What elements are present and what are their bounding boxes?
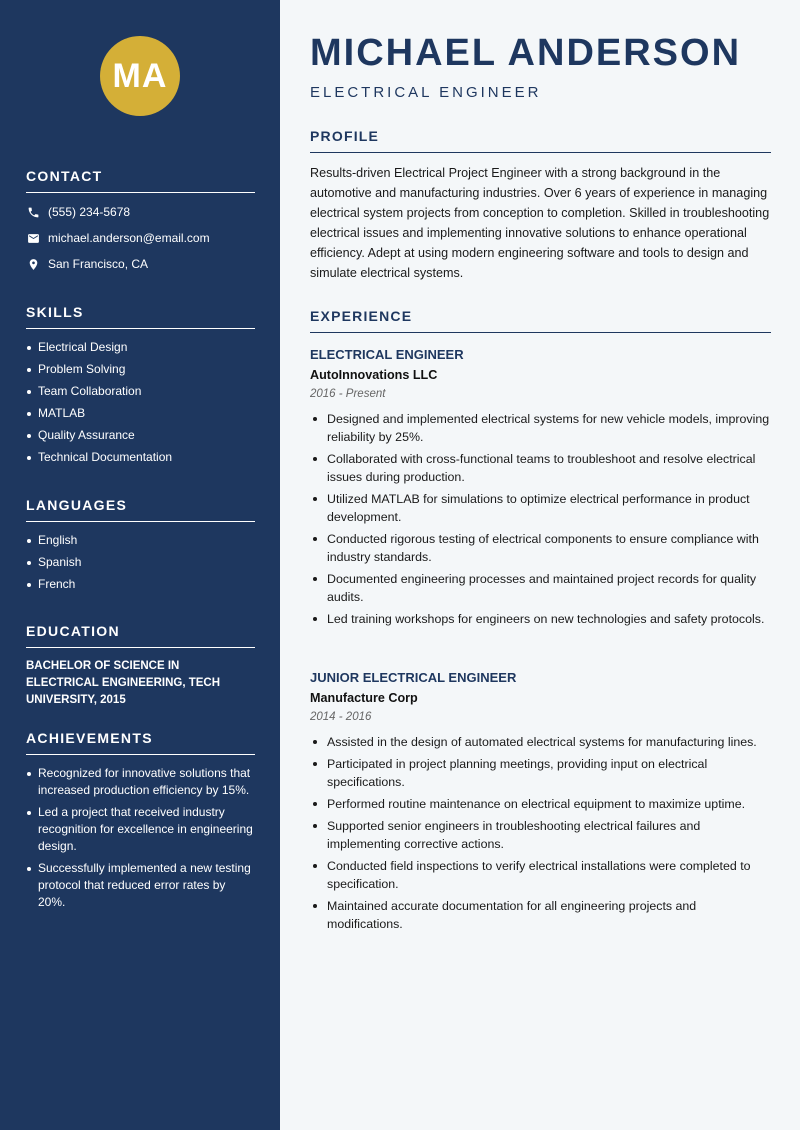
contact-section [26,168,255,277]
job-bullet: Conducted field inspections to verify electrical installations were completed to specification. [310,857,771,893]
contact-phone-text: (555) 234-5678 [48,205,131,219]
education-section [26,623,255,709]
achievements-heading: ACHIEVEMENTS [26,730,255,755]
education-heading: EDUCATION [26,623,255,648]
skill-item: Quality Assurance [26,427,255,444]
avatar: MA [100,36,180,116]
job-bullet: Documented engineering processes and maintained project records for quality audits. [310,570,771,606]
contact-phone[interactable] [26,199,255,225]
location-pin-icon [26,257,40,271]
job-bullet: Conducted rigorous testing of electrical components to ensure compliance with industry standards. [310,530,771,566]
profile-text: Results-driven Electrical Project Engineer with a strong background in the automotive and manufacturing industries. Over 6 years of experience in managing electrical system projects from conception to completion. Skilled in troubleshooting electrical issues and implementing innovative solutions to enhance operational efficiency. Adept at using modern engineering software and tools to design and simulate electrical systems. [310,166,770,280]
profile-section [310,128,771,283]
skill-item: Problem Solving [26,361,255,378]
languages-section [26,497,255,598]
job-entry [310,670,771,937]
job-bullet: Assisted in the design of automated electrical systems for manufacturing lines. [310,733,771,751]
skill-item: Technical Documentation [26,449,255,466]
contact-location [26,251,255,277]
job-bullet: Collaborated with cross-functional teams to troubleshoot and resolve electrical issues during production. [310,450,771,486]
job-bullets [310,410,771,628]
job-bullets [310,733,771,933]
skills-section [26,304,255,471]
achievements-list [26,765,255,911]
job-bullet: Performed routine maintenance on electrical equipment to maximize uptime. [310,795,771,813]
email-icon [26,231,40,245]
job-role: JUNIOR ELECTRICAL ENGINEER [310,670,517,685]
candidate-name: MICHAEL ANDERSON [310,32,742,74]
achievement-item: Led a project that received industry recognition for excellence in engineering design. [26,804,255,855]
language-item: French [26,576,255,593]
job-bullet: Supported senior engineers in troubleshooting electrical failures and implementing corrective actions. [310,817,771,853]
sidebar [0,0,280,1130]
education-degree: BACHELOR OF SCIENCE IN ELECTRICAL ENGINEERING, TECH UNIVERSITY, 2015 [26,660,221,706]
achievements-section [26,730,255,916]
experience-section [310,308,771,333]
profile-heading: PROFILE [310,128,771,153]
phone-icon [26,205,40,219]
job-entry [310,347,771,632]
language-item: Spanish [26,554,255,571]
achievement-item: Recognized for innovative solutions that increased production efficiency by 15%. [26,765,255,799]
experience-heading: EXPERIENCE [310,308,771,333]
skill-item: MATLAB [26,405,255,422]
job-role: ELECTRICAL ENGINEER [310,347,464,362]
contact-email-text: michael.anderson@email.com [48,231,210,245]
job-dates: 2014 - 2016 [310,711,372,723]
languages-heading: LANGUAGES [26,497,255,522]
languages-list [26,532,255,593]
contact-location-text: San Francisco, CA [48,257,149,271]
job-bullet: Led training workshops for engineers on new technologies and safety protocols. [310,610,771,628]
contact-email[interactable] [26,225,255,251]
job-bullet: Participated in project planning meetings, providing input on electrical specifications. [310,755,771,791]
job-dates: 2016 - Present [310,388,386,400]
skill-item: Electrical Design [26,339,255,356]
skills-heading: SKILLS [26,304,255,329]
skills-list [26,339,255,466]
job-bullet: Utilized MATLAB for simulations to optimize electrical performance in product development. [310,490,771,526]
achievement-item: Successfully implemented a new testing protocol that reduced error rates by 20%. [26,860,255,911]
job-bullet: Designed and implemented electrical systems for new vehicle models, improving reliability by 25%. [310,410,771,446]
job-company: Manufacture Corp [310,691,418,705]
job-bullet: Maintained accurate documentation for all engineering projects and modifications. [310,897,771,933]
language-item: English [26,532,255,549]
job-company: AutoInnovations LLC [310,368,438,382]
skill-item: Team Collaboration [26,383,255,400]
contact-heading: CONTACT [26,168,255,193]
candidate-title: ELECTRICAL ENGINEER [310,84,542,101]
